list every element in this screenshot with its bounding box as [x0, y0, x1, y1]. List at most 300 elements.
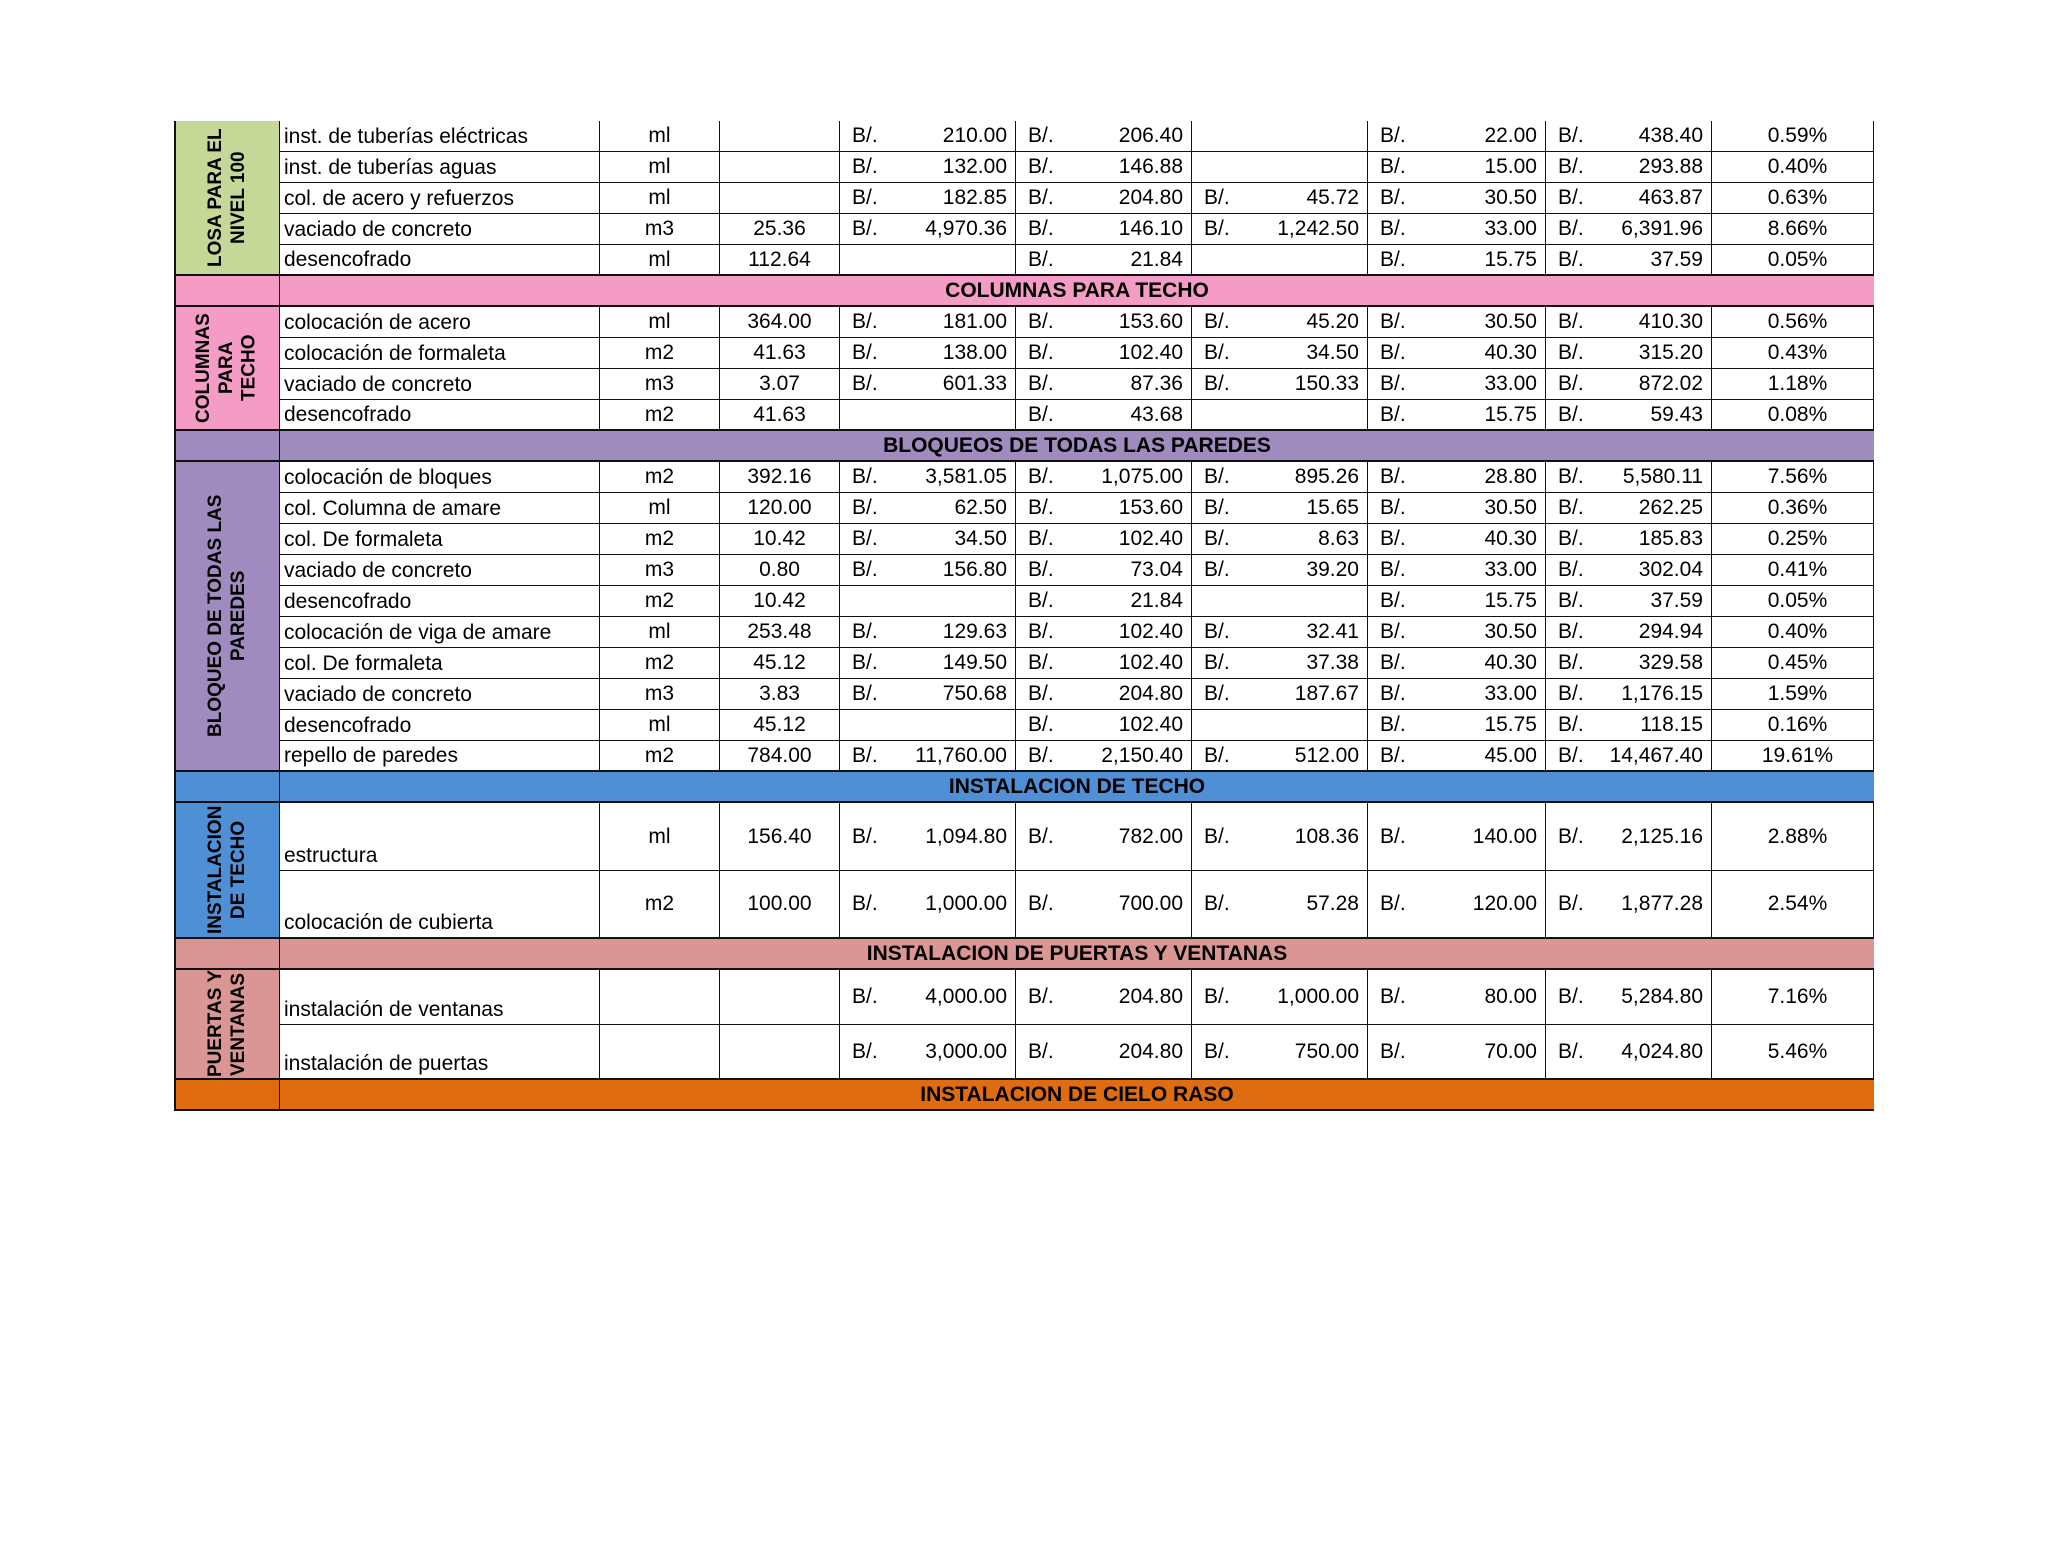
money-value: 140.00 — [1472, 824, 1537, 848]
money-value: 57.28 — [1306, 892, 1359, 915]
item-description: colocación de cubierta — [280, 871, 600, 939]
currency-symbol: B/. — [852, 620, 878, 643]
money-value: 750.00 — [1294, 1039, 1359, 1063]
currency-symbol: B/. — [1204, 1039, 1230, 1063]
currency-symbol: B/. — [1558, 743, 1584, 767]
currency-symbol: B/. — [1204, 186, 1230, 209]
money-value: 204.80 — [1118, 985, 1183, 1008]
currency-symbol: B/. — [852, 310, 878, 333]
currency-symbol: B/. — [1028, 247, 1054, 271]
item-mo-cost — [1368, 183, 1546, 214]
item-percentage: 0.45% — [1712, 648, 1874, 679]
item-unit — [600, 970, 720, 1025]
item-sub-cost — [1192, 1025, 1368, 1080]
currency-symbol: B/. — [852, 682, 878, 705]
money-value: 118.15 — [1640, 713, 1703, 736]
section-side-label-techo — [176, 803, 280, 939]
item-unit: ml — [600, 152, 720, 183]
item-unit: m3 — [600, 214, 720, 245]
item-eq-cost — [1016, 555, 1192, 586]
item-mo-cost — [1368, 803, 1546, 871]
item-eq-cost — [1016, 1025, 1192, 1080]
item-sub-cost — [1192, 871, 1368, 939]
money-value: 40.30 — [1484, 527, 1537, 550]
section-header-cielo: INSTALACION DE CIELO RASO — [280, 1080, 1874, 1111]
currency-symbol: B/. — [1204, 527, 1230, 550]
money-value: 34.50 — [954, 527, 1007, 550]
item-total-cost — [1546, 710, 1712, 741]
money-value: 1,000.00 — [1277, 985, 1359, 1008]
currency-symbol: B/. — [1380, 620, 1406, 643]
currency-symbol: B/. — [1028, 372, 1054, 395]
item-quantity: 392.16 — [720, 462, 840, 493]
item-eq-cost — [1016, 970, 1192, 1025]
item-mo-cost — [1368, 121, 1546, 152]
item-percentage: 0.41% — [1712, 555, 1874, 586]
money-value: 102.40 — [1118, 620, 1183, 643]
section-header-side-techo — [176, 772, 280, 803]
item-unit: m3 — [600, 679, 720, 710]
item-description: inst. de tuberías aguas — [280, 152, 600, 183]
currency-symbol: B/. — [1380, 186, 1406, 209]
section-header-side-columnas — [176, 276, 280, 307]
money-value: 2,150.40 — [1101, 743, 1183, 767]
section-side-label-text: COLUMNAS PARA TECHO — [193, 313, 260, 423]
section-side-label-text: PUERTAS Y VENTANAS — [204, 970, 249, 1078]
money-value: 15.00 — [1484, 155, 1537, 178]
currency-symbol: B/. — [1028, 892, 1054, 915]
item-total-cost — [1546, 493, 1712, 524]
currency-symbol: B/. — [852, 155, 878, 178]
money-value: 22.00 — [1484, 124, 1537, 147]
money-value: 37.59 — [1650, 589, 1703, 612]
item-quantity: 3.83 — [720, 679, 840, 710]
item-mat-cost — [840, 586, 1016, 617]
money-value: 187.67 — [1294, 682, 1359, 705]
item-percentage: 0.43% — [1712, 338, 1874, 369]
money-value: 329.58 — [1638, 651, 1703, 674]
currency-symbol: B/. — [1558, 651, 1584, 674]
item-total-cost — [1546, 307, 1712, 338]
item-percentage: 0.40% — [1712, 152, 1874, 183]
item-eq-cost — [1016, 214, 1192, 245]
currency-symbol: B/. — [1028, 217, 1054, 240]
item-unit: ml — [600, 121, 720, 152]
money-value: 73.04 — [1130, 558, 1183, 581]
money-value: 21.84 — [1130, 247, 1183, 271]
item-mo-cost — [1368, 741, 1546, 772]
currency-symbol: B/. — [1204, 743, 1230, 767]
money-value: 181.00 — [942, 310, 1007, 333]
section-header-columnas: COLUMNAS PARA TECHO — [280, 276, 1874, 307]
money-value: 1,094.80 — [925, 824, 1007, 848]
money-value: 1,877.28 — [1621, 892, 1703, 915]
money-value: 149.50 — [942, 651, 1007, 674]
item-total-cost — [1546, 121, 1712, 152]
currency-symbol: B/. — [1028, 824, 1054, 848]
section-header-techo: INSTALACION DE TECHO — [280, 772, 1874, 803]
item-unit: m2 — [600, 338, 720, 369]
item-mat-cost — [840, 524, 1016, 555]
currency-symbol: B/. — [1028, 1039, 1054, 1063]
money-value: 33.00 — [1484, 558, 1537, 581]
currency-symbol: B/. — [1028, 496, 1054, 519]
money-value: 262.25 — [1638, 496, 1703, 519]
currency-symbol: B/. — [1028, 713, 1054, 736]
currency-symbol: B/. — [1380, 682, 1406, 705]
item-sub-cost — [1192, 307, 1368, 338]
item-eq-cost — [1016, 183, 1192, 214]
currency-symbol: B/. — [852, 558, 878, 581]
item-description: col. de acero y refuerzos — [280, 183, 600, 214]
currency-symbol: B/. — [1204, 620, 1230, 643]
currency-symbol: B/. — [852, 341, 878, 364]
currency-symbol: B/. — [1558, 465, 1584, 488]
item-mat-cost — [840, 741, 1016, 772]
money-value: 37.59 — [1650, 247, 1703, 271]
currency-symbol: B/. — [1558, 217, 1584, 240]
item-sub-cost — [1192, 679, 1368, 710]
currency-symbol: B/. — [852, 372, 878, 395]
money-value: 2,125.16 — [1621, 824, 1703, 848]
section-header-bloqueo: BLOQUEOS DE TODAS LAS PAREDES — [280, 431, 1874, 462]
item-description: estructura — [280, 803, 600, 871]
item-eq-cost — [1016, 400, 1192, 431]
item-eq-cost — [1016, 121, 1192, 152]
currency-symbol: B/. — [852, 527, 878, 550]
money-value: 30.50 — [1484, 310, 1537, 333]
item-eq-cost — [1016, 679, 1192, 710]
item-sub-cost — [1192, 586, 1368, 617]
currency-symbol: B/. — [1028, 558, 1054, 581]
money-value: 204.80 — [1118, 1039, 1183, 1063]
currency-symbol: B/. — [1380, 651, 1406, 674]
item-quantity: 41.63 — [720, 400, 840, 431]
section-side-label-text: LOSA PARA EL NIVEL 100 — [204, 128, 249, 267]
item-mat-cost — [840, 648, 1016, 679]
item-total-cost — [1546, 679, 1712, 710]
item-mo-cost — [1368, 462, 1546, 493]
item-eq-cost — [1016, 152, 1192, 183]
money-value: 156.80 — [942, 558, 1007, 581]
money-value: 895.26 — [1294, 465, 1359, 488]
money-value: 40.30 — [1484, 341, 1537, 364]
item-percentage: 0.59% — [1712, 121, 1874, 152]
item-mo-cost — [1368, 214, 1546, 245]
money-value: 4,024.80 — [1621, 1039, 1703, 1063]
currency-symbol: B/. — [1028, 620, 1054, 643]
section-header-side-puertas — [176, 939, 280, 970]
money-value: 43.68 — [1130, 402, 1183, 426]
currency-symbol: B/. — [1204, 651, 1230, 674]
item-mat-cost — [840, 121, 1016, 152]
item-sub-cost — [1192, 803, 1368, 871]
item-percentage: 1.59% — [1712, 679, 1874, 710]
money-value: 129.63 — [942, 620, 1007, 643]
money-value: 28.80 — [1484, 465, 1537, 488]
currency-symbol: B/. — [1204, 496, 1230, 519]
item-percentage: 0.56% — [1712, 307, 1874, 338]
currency-symbol: B/. — [1380, 372, 1406, 395]
item-mat-cost — [840, 400, 1016, 431]
item-description: instalación de puertas — [280, 1025, 600, 1080]
item-mo-cost — [1368, 970, 1546, 1025]
item-quantity: 253.48 — [720, 617, 840, 648]
item-quantity — [720, 183, 840, 214]
currency-symbol: B/. — [1380, 527, 1406, 550]
item-mat-cost — [840, 555, 1016, 586]
currency-symbol: B/. — [852, 1039, 878, 1063]
item-description: desencofrado — [280, 586, 600, 617]
currency-symbol: B/. — [1204, 892, 1230, 915]
money-value: 70.00 — [1484, 1039, 1537, 1063]
money-value: 37.38 — [1306, 651, 1359, 674]
item-eq-cost — [1016, 524, 1192, 555]
currency-symbol: B/. — [1028, 402, 1054, 426]
item-total-cost — [1546, 152, 1712, 183]
money-value: 8.63 — [1318, 527, 1359, 550]
item-unit: ml — [600, 307, 720, 338]
item-mat-cost — [840, 803, 1016, 871]
section-side-label-columnas — [176, 307, 280, 431]
currency-symbol: B/. — [1380, 341, 1406, 364]
item-quantity: 120.00 — [720, 493, 840, 524]
item-eq-cost — [1016, 493, 1192, 524]
currency-symbol: B/. — [1380, 310, 1406, 333]
money-value: 45.20 — [1306, 310, 1359, 333]
item-sub-cost — [1192, 462, 1368, 493]
money-value: 15.75 — [1484, 247, 1537, 271]
currency-symbol: B/. — [1558, 247, 1584, 271]
currency-symbol: B/. — [852, 892, 878, 915]
currency-symbol: B/. — [1558, 892, 1584, 915]
currency-symbol: B/. — [1380, 589, 1406, 612]
money-value: 750.68 — [942, 682, 1007, 705]
money-value: 102.40 — [1118, 527, 1183, 550]
item-mo-cost — [1368, 555, 1546, 586]
item-mat-cost — [840, 152, 1016, 183]
currency-symbol: B/. — [1558, 496, 1584, 519]
currency-symbol: B/. — [1380, 124, 1406, 147]
item-eq-cost — [1016, 338, 1192, 369]
money-value: 872.02 — [1638, 372, 1703, 395]
currency-symbol: B/. — [1204, 558, 1230, 581]
item-unit: ml — [600, 617, 720, 648]
item-mat-cost — [840, 307, 1016, 338]
item-quantity: 112.64 — [720, 245, 840, 276]
item-mo-cost — [1368, 369, 1546, 400]
currency-symbol: B/. — [1558, 713, 1584, 736]
item-quantity — [720, 1025, 840, 1080]
money-value: 15.75 — [1484, 713, 1537, 736]
currency-symbol: B/. — [1380, 558, 1406, 581]
currency-symbol: B/. — [1380, 496, 1406, 519]
currency-symbol: B/. — [1558, 124, 1584, 147]
money-value: 204.80 — [1118, 186, 1183, 209]
item-mo-cost — [1368, 152, 1546, 183]
money-value: 182.85 — [942, 186, 1007, 209]
currency-symbol: B/. — [1028, 155, 1054, 178]
item-eq-cost — [1016, 307, 1192, 338]
money-value: 5,580.11 — [1622, 465, 1703, 488]
item-sub-cost — [1192, 245, 1368, 276]
item-total-cost — [1546, 183, 1712, 214]
item-unit: m3 — [600, 555, 720, 586]
item-percentage: 19.61% — [1712, 741, 1874, 772]
currency-symbol: B/. — [1028, 310, 1054, 333]
item-sub-cost — [1192, 121, 1368, 152]
currency-symbol: B/. — [1558, 310, 1584, 333]
money-value: 6,391.96 — [1621, 217, 1703, 240]
item-unit — [600, 1025, 720, 1080]
money-value: 11,760.00 — [915, 743, 1007, 767]
section-header-side-cielo — [176, 1080, 280, 1111]
item-eq-cost — [1016, 710, 1192, 741]
currency-symbol: B/. — [1028, 985, 1054, 1008]
money-value: 45.72 — [1306, 186, 1359, 209]
item-description: vaciado de concreto — [280, 555, 600, 586]
currency-symbol: B/. — [1380, 985, 1406, 1008]
currency-symbol: B/. — [1204, 217, 1230, 240]
money-value: 15.65 — [1306, 496, 1359, 519]
currency-symbol: B/. — [1558, 341, 1584, 364]
item-total-cost — [1546, 462, 1712, 493]
item-quantity: 784.00 — [720, 741, 840, 772]
item-description: col. De formaleta — [280, 648, 600, 679]
item-description: desencofrado — [280, 245, 600, 276]
money-value: 21.84 — [1130, 589, 1183, 612]
currency-symbol: B/. — [1204, 341, 1230, 364]
currency-symbol: B/. — [1558, 985, 1584, 1008]
item-quantity: 0.80 — [720, 555, 840, 586]
section-side-label-text: INSTALACION DE TECHO — [204, 805, 249, 935]
money-value: 410.30 — [1638, 310, 1703, 333]
currency-symbol: B/. — [1380, 247, 1406, 271]
currency-symbol: B/. — [852, 651, 878, 674]
item-sub-cost — [1192, 970, 1368, 1025]
item-mat-cost — [840, 1025, 1016, 1080]
item-sub-cost — [1192, 338, 1368, 369]
item-total-cost — [1546, 400, 1712, 431]
item-quantity: 25.36 — [720, 214, 840, 245]
item-quantity: 41.63 — [720, 338, 840, 369]
item-quantity: 3.07 — [720, 369, 840, 400]
item-percentage: 7.16% — [1712, 970, 1874, 1025]
item-percentage: 0.08% — [1712, 400, 1874, 431]
currency-symbol: B/. — [1380, 743, 1406, 767]
currency-symbol: B/. — [1558, 620, 1584, 643]
item-mo-cost — [1368, 617, 1546, 648]
currency-symbol: B/. — [1558, 372, 1584, 395]
item-eq-cost — [1016, 462, 1192, 493]
currency-symbol: B/. — [1204, 824, 1230, 848]
item-mat-cost — [840, 245, 1016, 276]
money-value: 206.40 — [1118, 124, 1183, 147]
money-value: 294.94 — [1638, 620, 1703, 643]
money-value: 34.50 — [1306, 341, 1359, 364]
item-percentage: 8.66% — [1712, 214, 1874, 245]
item-percentage: 0.36% — [1712, 493, 1874, 524]
money-value: 40.30 — [1484, 651, 1537, 674]
item-percentage: 0.63% — [1712, 183, 1874, 214]
item-eq-cost — [1016, 871, 1192, 939]
item-sub-cost — [1192, 369, 1368, 400]
item-percentage: 0.05% — [1712, 245, 1874, 276]
money-value: 293.88 — [1638, 155, 1703, 178]
money-value: 45.00 — [1484, 743, 1537, 767]
currency-symbol: B/. — [1558, 527, 1584, 550]
money-value: 102.40 — [1118, 341, 1183, 364]
currency-symbol: B/. — [1380, 713, 1406, 736]
item-percentage: 5.46% — [1712, 1025, 1874, 1080]
item-unit: m2 — [600, 871, 720, 939]
currency-symbol: B/. — [852, 824, 878, 848]
item-unit: m2 — [600, 400, 720, 431]
currency-symbol: B/. — [1558, 682, 1584, 705]
item-description: vaciado de concreto — [280, 369, 600, 400]
section-side-label-bloqueo — [176, 462, 280, 772]
item-unit: ml — [600, 183, 720, 214]
item-description: desencofrado — [280, 400, 600, 431]
currency-symbol: B/. — [1558, 1039, 1584, 1063]
item-eq-cost — [1016, 741, 1192, 772]
item-mo-cost — [1368, 710, 1546, 741]
money-value: 3,000.00 — [925, 1039, 1007, 1063]
item-mo-cost — [1368, 871, 1546, 939]
currency-symbol: B/. — [1204, 465, 1230, 488]
item-mo-cost — [1368, 338, 1546, 369]
money-value: 185.83 — [1638, 527, 1703, 550]
item-total-cost — [1546, 617, 1712, 648]
item-sub-cost — [1192, 555, 1368, 586]
money-value: 108.36 — [1294, 824, 1359, 848]
item-percentage: 0.16% — [1712, 710, 1874, 741]
section-header-side-bloqueo — [176, 431, 280, 462]
item-description: desencofrado — [280, 710, 600, 741]
money-value: 601.33 — [942, 372, 1007, 395]
money-value: 5,284.80 — [1621, 985, 1703, 1008]
money-value: 62.50 — [954, 496, 1007, 519]
item-total-cost — [1546, 741, 1712, 772]
money-value: 146.10 — [1118, 217, 1183, 240]
item-mo-cost — [1368, 245, 1546, 276]
item-quantity: 10.42 — [720, 524, 840, 555]
currency-symbol: B/. — [852, 743, 878, 767]
currency-symbol: B/. — [852, 217, 878, 240]
currency-symbol: B/. — [1380, 892, 1406, 915]
item-mat-cost — [840, 617, 1016, 648]
money-value: 146.88 — [1118, 155, 1183, 178]
item-quantity: 10.42 — [720, 586, 840, 617]
money-value: 210.00 — [942, 124, 1007, 147]
section-side-label-text: BLOQUEO DE TODAS LAS PAREDES — [204, 494, 249, 738]
item-mo-cost — [1368, 524, 1546, 555]
currency-symbol: B/. — [852, 496, 878, 519]
money-value: 1,176.15 — [1621, 682, 1703, 705]
money-value: 438.40 — [1638, 124, 1703, 147]
currency-symbol: B/. — [1380, 465, 1406, 488]
item-eq-cost — [1016, 803, 1192, 871]
money-value: 30.50 — [1484, 496, 1537, 519]
item-unit: ml — [600, 803, 720, 871]
currency-symbol: B/. — [1380, 155, 1406, 178]
money-value: 700.00 — [1118, 892, 1183, 915]
money-value: 132.00 — [942, 155, 1007, 178]
currency-symbol: B/. — [1028, 465, 1054, 488]
currency-symbol: B/. — [1028, 651, 1054, 674]
item-percentage: 0.05% — [1712, 586, 1874, 617]
item-sub-cost — [1192, 493, 1368, 524]
